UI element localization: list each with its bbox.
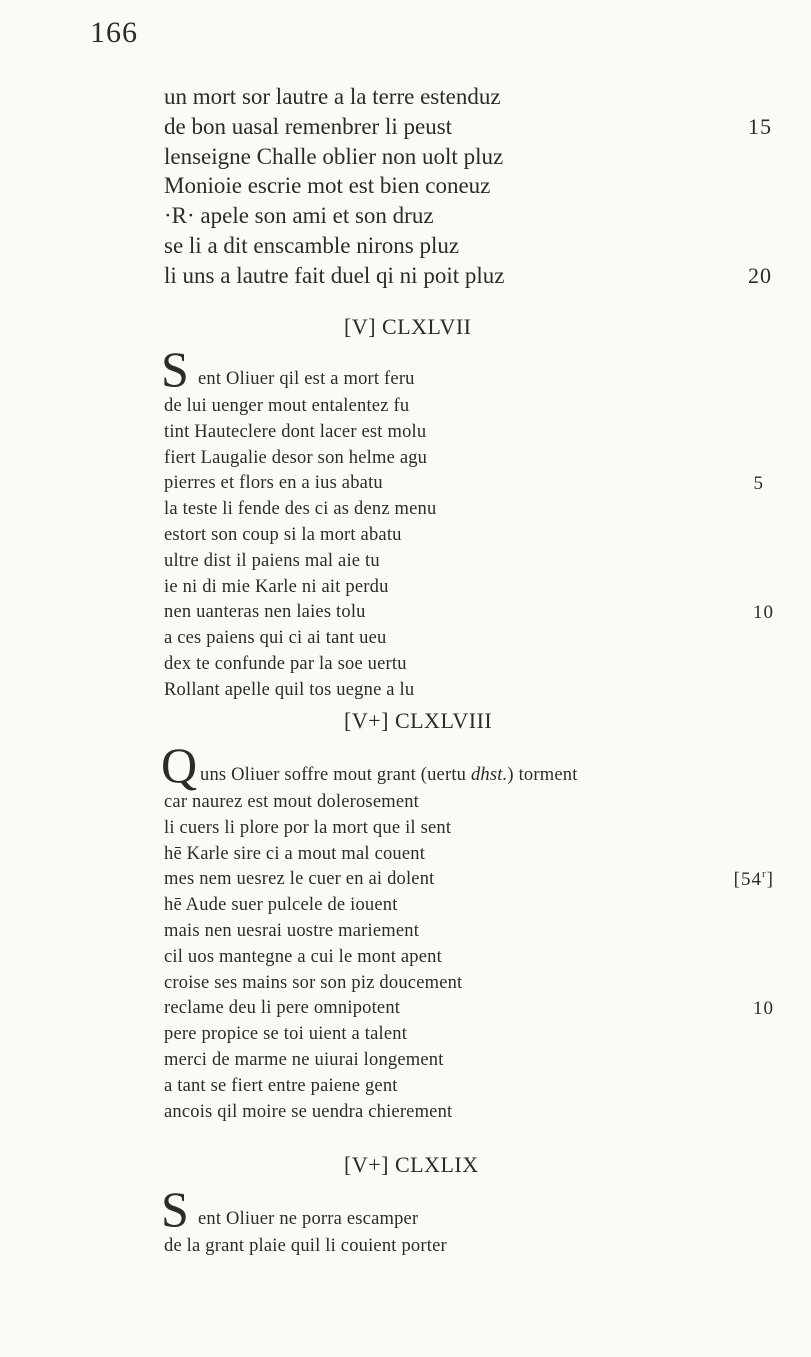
verse-line: ·R· apele son ami et son druz: [164, 203, 434, 229]
verse-line: hē Aude suer pulcele de iouent: [164, 895, 398, 916]
verse-line: Monioie escrie mot est bien coneuz: [164, 173, 491, 199]
verse-line: cil uos mantegne a cui le mont apent: [164, 946, 442, 967]
verse-line: dex te confunde par la soe uertu: [164, 653, 407, 674]
verse-line: li cuers li plore por la mort que il sent: [164, 817, 452, 838]
verse-line: hē Karle sire ci a mout mal couent: [164, 843, 426, 864]
verse-line: de lui uenger mout entalentez fu: [164, 396, 410, 416]
italic-siglum: dhst.: [470, 765, 508, 785]
verse-line: croise ses mains sor son piz doucement: [164, 972, 463, 993]
verse-line: pierres et flors en a ius abatu 5: [164, 471, 774, 497]
page-number: 166: [90, 16, 138, 49]
stanza-clxlviii: [161, 737, 774, 1125]
verse-line: S ent Oliuer qil est a mort feru: [161, 341, 415, 397]
verse-line: la teste li fende des ci as denz menu: [164, 499, 437, 520]
verse-line: reclame deu li pere omnipotent 10: [164, 996, 774, 1022]
stanza-clxlix: [161, 1181, 774, 1260]
verse-line: tint Hauteclere dont lacer est molu: [164, 421, 427, 442]
drop-cap: S: [161, 1181, 190, 1237]
verse-line: a tant se fiert entre paiene gent: [164, 1075, 398, 1096]
verse-line: estort son coup si la mort abatu: [164, 524, 402, 545]
stanza-heading: [V+] CLXLIX: [344, 1152, 479, 1177]
verse-line: Q uns Oliuer soffre mout grant (uertu dhst.) torment: [161, 737, 578, 793]
verse-line: de bon uasal remenbrer li peust 15: [164, 112, 774, 142]
drop-cap: Q: [161, 737, 198, 793]
verse-line: merci de marme ne uiurai longement: [164, 1049, 444, 1070]
line-number: 5: [753, 473, 764, 495]
verse-line: nen uanteras nen laies tolu 10: [164, 600, 774, 626]
verse-line: lenseigne Challe oblier non uolt pluz: [164, 143, 504, 169]
verse-line: se li a dit enscamble nirons pluz: [164, 232, 460, 258]
verse-line: mes nem uesrez le cuer en ai dolent [54$^r$]: [164, 867, 774, 893]
line-number: 10: [753, 998, 774, 1020]
verse-line: pere propice se toi uient a talent: [164, 1024, 408, 1045]
verse-line: ultre dist il paiens mal aie tu: [164, 550, 380, 571]
verse-line: li uns a lautre fait duel qi ni poit pluz 20: [164, 261, 774, 291]
verse-line: S ent Oliuer ne porra escamper: [161, 1181, 419, 1237]
verse-line: mais nen uesrai uostre mariement: [164, 920, 420, 941]
stanza-continuation: [164, 82, 774, 291]
line-number: 20: [748, 262, 772, 288]
stanza-heading: [V+] CLXLVIII: [344, 708, 493, 733]
line-number: 10: [753, 602, 774, 624]
drop-cap: S: [161, 341, 190, 397]
stanza-heading: [V] CLXLVII: [344, 314, 472, 339]
verse-line: ancois qil moire se uendra chierement: [164, 1101, 453, 1122]
verse-line: car naurez est mout dolerosement: [164, 792, 420, 812]
verse-line: ie ni di mie Karle ni ait perdu: [164, 576, 389, 597]
folio-marker: [54$^r$]: [733, 868, 774, 891]
line-number: 15: [748, 113, 772, 139]
verse-line: de la grant plaie quil li couient porter: [164, 1236, 447, 1256]
verse-line: fiert Laugalie desor son helme agu: [164, 447, 428, 468]
stanza-clxlvii: [161, 341, 774, 704]
verse-line: a ces paiens qui ci ai tant ueu: [164, 628, 387, 649]
verse-line: Rollant apelle quil tos uegne a lu: [164, 679, 415, 700]
verse-line: un mort sor lautre a la terre estenduz: [164, 84, 501, 109]
